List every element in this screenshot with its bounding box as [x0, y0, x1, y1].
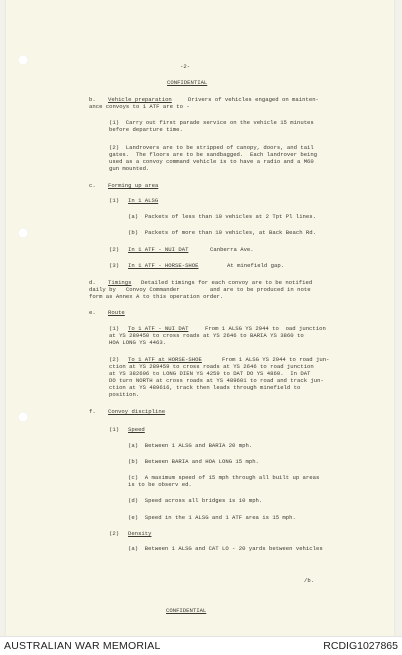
- list-item: is to be observ ed.: [128, 481, 192, 488]
- classification-header: CONFIDENTIAL: [167, 79, 208, 86]
- subsection-number: (2): [109, 246, 120, 253]
- punch-hole: [18, 55, 28, 65]
- list-item: (b) Between BARIA and HOA LONG 15 mph.: [128, 458, 259, 465]
- route-text: at YS 289450 to cross roads at YS 2646 to BARIA YS 3860 to: [109, 332, 304, 339]
- section-f-title: Convoy discipline: [108, 408, 166, 415]
- route-text: position.: [109, 391, 140, 398]
- route-text: From 1 ALSG YS 2944 to road jun-: [222, 356, 330, 363]
- section-b-item: used as a convoy command vehicle is to have a radio and a M60: [109, 158, 314, 165]
- section-c-title: Forming up area: [108, 182, 159, 189]
- route-number: (2): [109, 356, 120, 363]
- subsection-title: In 1 ALSG: [128, 197, 159, 204]
- list-item: (a) Between 1 ALSG and BARIA 20 mph.: [128, 442, 253, 449]
- subsection-number: (1): [109, 197, 120, 204]
- section-c-letter: c.: [89, 182, 96, 189]
- continuation-mark: /b.: [304, 577, 315, 584]
- section-d-letter: d.: [89, 279, 96, 286]
- section-b-item: (1) Carry out first parade service on the vehicle 15 minutes: [109, 119, 314, 126]
- section-d-text: form as Annex A to this operation order.: [89, 293, 224, 300]
- section-b-item: before departure time.: [109, 126, 183, 133]
- subsection-title: In 1 ATF - NUI DAT: [128, 246, 189, 253]
- route-text: From 1 ALSG YS 2944 to oad junction: [205, 325, 326, 332]
- subsection-number: (3): [109, 262, 120, 269]
- section-b-item: (2) Landrovers are to be stripped of canopy, doors, and tail: [109, 144, 314, 151]
- section-d-text: Detailed timings for each convoy are to be notified: [141, 279, 313, 286]
- list-item: (c) A maximum speed of 15 mph through all built up areas: [128, 474, 320, 481]
- route-text: DO turn NORTH at cross roads at YS 489601 to road and track jun-: [109, 377, 324, 384]
- section-b-text: ance convoys to 1 ATF are to -: [89, 103, 190, 110]
- archive-footer: [0, 636, 402, 655]
- punch-hole: [18, 412, 28, 422]
- subsection-text: Canberra Ave.: [210, 246, 254, 253]
- route-text: HOA LONG YS 4463.: [109, 339, 167, 346]
- route-text: at YS 382606 to LONG DIEN YS 4259 to DAT DO YS 4860. In DAT: [109, 370, 311, 377]
- route-number: (1): [109, 325, 120, 332]
- subsection-title: In 1 ATF - HORSE-SHOE: [128, 262, 199, 269]
- section-b-text: Drivers of vehicles engaged on mainten-: [188, 96, 319, 103]
- page-number: -2-: [180, 63, 191, 70]
- section-b-item: gun mounted.: [109, 165, 150, 172]
- list-item: (a) Packets of less than 10 vehicles at 2 Tpt Pl lines.: [128, 213, 316, 220]
- classification-footer: CONFIDENTIAL: [166, 607, 207, 614]
- section-e-letter: e.: [89, 309, 96, 316]
- route-text: ction at YS 489616, track then leads through minefield to: [109, 384, 301, 391]
- list-item: (e) Speed in the 1 ALSG and 1 ATF area is 15 mph.: [128, 514, 296, 521]
- subsection-number: (1): [109, 426, 120, 433]
- route-title: To 1 ATF - NUI DAT: [128, 325, 189, 332]
- section-e-title: Route: [108, 309, 125, 316]
- section-b-letter: b.: [89, 96, 96, 103]
- archive-name: AUSTRALIAN WAR MEMORIAL: [4, 640, 161, 652]
- route-title: To 1 ATF at HORSE-SHOE: [128, 356, 202, 363]
- list-item: (d) Speed across all bridges is 10 mph.: [128, 497, 263, 504]
- subsection-text: At minefield gap.: [227, 262, 285, 269]
- section-f-letter: f.: [89, 408, 96, 415]
- subsection-title: Density: [128, 530, 152, 537]
- route-text: ction at YS 289459 to cross roads at YS 2646 to road junction: [109, 363, 314, 370]
- list-item: (a) Between 1 ALSG and CAT LO - 20 yards between vehicles: [128, 545, 323, 552]
- subsection-title: Speed: [128, 426, 145, 433]
- section-b-item: gates. The floors are to be sandbagged. Each landrover being: [109, 151, 318, 158]
- punch-hole: [18, 228, 28, 238]
- subsection-number: (2): [109, 530, 120, 537]
- list-item: (b) Packets of more than 10 vehicles, at Back Beach Rd.: [128, 229, 316, 236]
- section-d-text: daily by Convoy Commander and are to be produced in note: [89, 286, 311, 293]
- section-d-title: Timings: [108, 279, 132, 286]
- record-id: RCDIG1027865: [323, 640, 398, 652]
- section-b-title: Vehicle preparation: [108, 96, 172, 103]
